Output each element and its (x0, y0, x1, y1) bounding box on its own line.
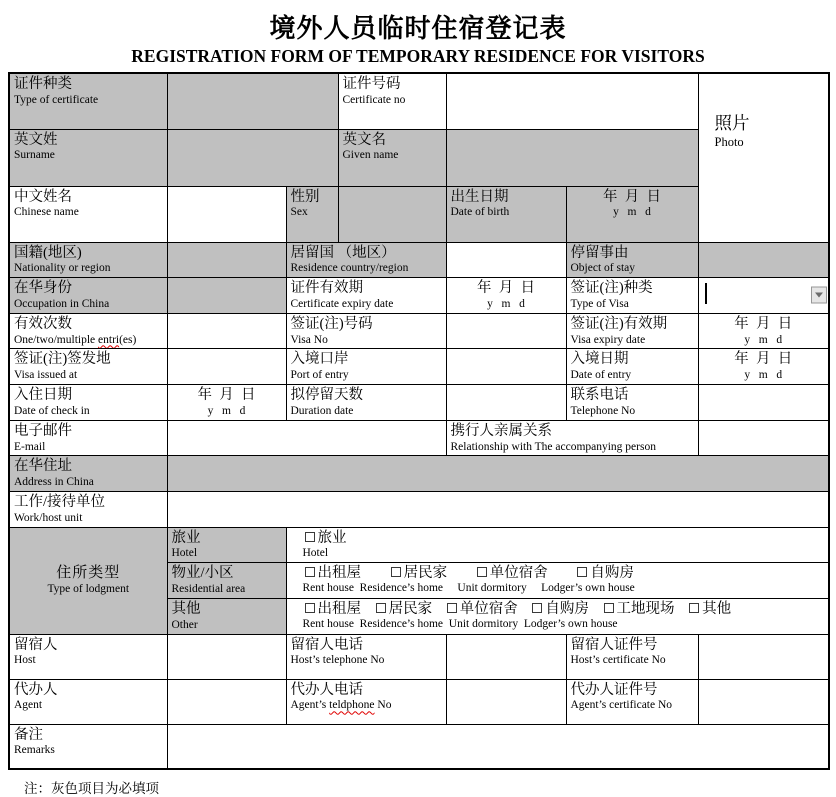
address-input[interactable] (167, 456, 829, 492)
lodgment-type-label: 住所类型 Type of lodgment (9, 527, 167, 634)
agent-cert-input[interactable] (698, 679, 829, 724)
accompany-input[interactable] (698, 420, 829, 456)
entries-input[interactable] (167, 313, 286, 349)
cert-type-input[interactable] (167, 73, 338, 129)
checkbox-hotel[interactable]: 旅业 (305, 529, 347, 547)
occupation-label: 在华身份 Occupation in China (9, 278, 167, 314)
visa-no-label: 签证(注)号码 Visa No (286, 313, 446, 349)
host-input[interactable] (167, 634, 286, 679)
checkbox-other[interactable]: 其他 (689, 600, 731, 618)
host-cert-input[interactable] (698, 634, 829, 679)
chevron-down-icon (815, 293, 823, 298)
duration-input[interactable] (446, 385, 566, 421)
spellcheck-underline: entri (98, 333, 120, 346)
nationality-label: 国籍(地区) Nationality or region (9, 242, 167, 278)
visa-issued-input[interactable] (167, 349, 286, 385)
chinese-name-input[interactable] (167, 186, 286, 242)
text-cursor (705, 283, 707, 304)
lodgment-residential-options: 出租屋 居民家 单位宿舍 自购房 Rent house Residence’s home Unit dormitory Lodger’s own house (286, 563, 829, 599)
sex-label: 性别 Sex (286, 186, 338, 242)
agent-tel-label: 代办人电话 Agent’s teldphone No (286, 679, 446, 724)
lodgment-other-options: 出租屋 居民家 单位宿舍 自购房 工地现场 其他 Rent house Residence’s home Unit dormitory Lodger’s own house (286, 598, 829, 634)
duration-label: 拟停留天数 Duration date (286, 385, 446, 421)
entry-port-input[interactable] (446, 349, 566, 385)
visa-type-label: 签证(注)种类 Type of Visa (566, 278, 698, 314)
residence-country-input[interactable] (446, 242, 566, 278)
surname-label: 英文姓 Surname (9, 129, 167, 186)
entries-label: 有效次数 One/two/multiple entri(es) (9, 313, 167, 349)
form-title-english: REGISTRATION FORM OF TEMPORARY RESIDENCE FOR VISITORS (131, 46, 705, 66)
cert-expiry-label: 证件有效期 Certificate expiry date (286, 278, 446, 314)
visa-expiry-label: 签证(注)有效期 Visa expiry date (566, 313, 698, 349)
checkbox-own-house-2[interactable]: 自购房 (532, 600, 589, 618)
form-title-chinese: 境外人员临时住宿登记表 (269, 13, 567, 43)
host-tel-label: 留宿人电话 Host’s telephone No (286, 634, 446, 679)
checkbox-residence-home-2[interactable]: 居民家 (376, 600, 433, 618)
accompany-label: 携行人亲属关系 Relationship with The accompanying person (446, 420, 698, 456)
address-label: 在华住址 Address in China (9, 456, 167, 492)
cert-expiry-input[interactable]: 年 月 日 y m d (446, 278, 566, 314)
nationality-input[interactable] (167, 242, 286, 278)
required-fields-note: 注：灰色项目为必填项 (24, 781, 159, 797)
surname-input[interactable] (167, 129, 338, 186)
checkbox-unit-dormitory-2[interactable]: 单位宿舍 (447, 600, 518, 618)
telephone-input[interactable] (698, 385, 829, 421)
visa-no-input[interactable] (446, 313, 566, 349)
checkbox-rent-house-2[interactable]: 出租屋 (305, 600, 362, 618)
given-name-input[interactable] (446, 129, 698, 186)
agent-tel-input[interactable] (446, 679, 566, 724)
registration-form-page (0, 8, 836, 797)
checkbox-unit-dormitory[interactable]: 单位宿舍 (477, 564, 548, 582)
entry-date-label: 入境日期 Date of entry (566, 349, 698, 385)
birth-date-input[interactable]: 年 月 日 y m d (566, 186, 698, 242)
stay-object-label: 停留事由 Object of stay (566, 242, 698, 278)
lodgment-hotel-label: 旅业 Hotel (167, 527, 286, 563)
birth-date-label: 出生日期 Date of birth (446, 186, 566, 242)
entry-date-input[interactable]: 年 月 日 y m d (698, 349, 829, 385)
agent-input[interactable] (167, 679, 286, 724)
email-label: 电子邮件 E-mail (9, 420, 167, 456)
agent-cert-label: 代办人证件号 Agent’s certificate No (566, 679, 698, 724)
work-unit-label: 工作/接待单位 Work/host unit (9, 491, 167, 527)
visa-expiry-input[interactable]: 年 月 日 y m d (698, 313, 829, 349)
telephone-label: 联系电话 Telephone No (566, 385, 698, 421)
remarks-input[interactable] (167, 724, 829, 769)
cert-no-label: 证件号码 Certificate no (338, 73, 446, 129)
occupation-input[interactable] (167, 278, 286, 314)
host-cert-label: 留宿人证件号 Host’s certificate No (566, 634, 698, 679)
checkbox-rent-house[interactable]: 出租屋 (305, 564, 362, 582)
host-label: 留宿人 Host (9, 634, 167, 679)
host-tel-input[interactable] (446, 634, 566, 679)
work-unit-input[interactable] (167, 491, 829, 527)
checkbox-residence-home[interactable]: 居民家 (391, 564, 448, 582)
agent-label: 代办人 Agent (9, 679, 167, 724)
email-input[interactable] (167, 420, 446, 456)
sex-input[interactable] (338, 186, 446, 242)
photo-area[interactable] (698, 73, 829, 242)
checkbox-worksite[interactable]: 工地现场 (604, 600, 675, 618)
registration-form-table (8, 72, 830, 770)
checkbox-own-house[interactable]: 自购房 (577, 564, 634, 582)
checkin-date-input[interactable]: 年 月 日 y m d (167, 385, 286, 421)
stay-object-input[interactable] (698, 242, 829, 278)
visa-issued-label: 签证(注)签发地 Visa issued at (9, 349, 167, 385)
checkin-date-label: 入住日期 Date of check in (9, 385, 167, 421)
chinese-name-label: 中文姓名 Chinese name (9, 186, 167, 242)
cert-no-input[interactable] (446, 73, 698, 129)
visa-type-dropdown[interactable] (698, 278, 829, 314)
remarks-label: 备注 Remarks (9, 724, 167, 769)
cert-type-label: 证件种类 Type of certificate (9, 73, 167, 129)
residence-country-label: 居留国 （地区） Residence country/region (286, 242, 446, 278)
lodgment-hotel-options: 旅业 Hotel (286, 527, 829, 563)
given-name-label: 英文名 Given name (338, 129, 446, 186)
lodgment-residential-label: 物业/小区 Residential area (167, 563, 286, 599)
entry-port-label: 入境口岸 Port of entry (286, 349, 446, 385)
spellcheck-underline: teldphone (329, 699, 375, 712)
photo-label-cn: 照片 (714, 113, 750, 133)
photo-label-en: Photo (714, 134, 744, 149)
dropdown-button[interactable] (811, 287, 827, 304)
lodgment-other-label: 其他 Other (167, 598, 286, 634)
